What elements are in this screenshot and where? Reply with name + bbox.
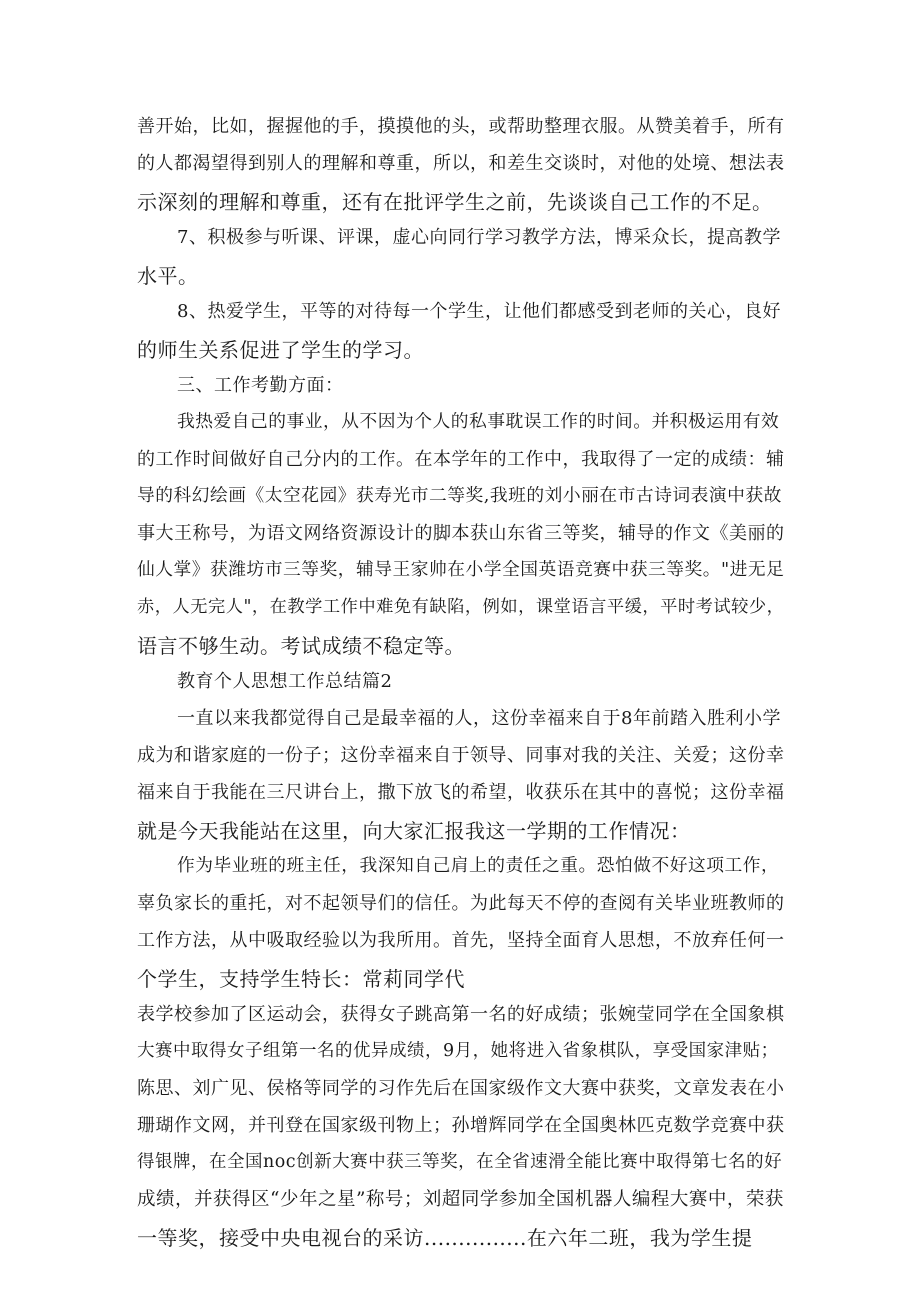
paragraph-line: 作为毕业班的班主任，我深知自己肩上的责任之重。恐怕做不好这项工作，	[177, 856, 780, 876]
paragraph-line: 辜负家长的重托，对不起领导们的信任。为此每天不停的查阅有关毕业班教师的	[137, 893, 785, 914]
paragraph-line: 得银牌，在全国noc创新大赛中获三等奖，在全省速滑全能比赛中取得第七名的好	[137, 1152, 783, 1172]
section-heading: 三、工作考勤方面：	[177, 375, 344, 396]
paragraph-line: 的人都渴望得到别人的理解和尊重，所以，和差生交谈时，对他的处境、想法表	[137, 153, 785, 174]
paragraph-line: 大赛中取得女子组第一名的优异成绩，9月，她将进入省象棋队，享受国家津贴；	[137, 1041, 779, 1061]
paragraph-line: 表学校参加了区运动会，获得女子跳高第一名的好成绩；张婉莹同学在全国象棋	[137, 1004, 785, 1025]
paragraph-line: 赤，人无完人"，在教学工作中难免有缺陷，例如，课堂语言平缓，平时考试较少，	[137, 597, 785, 617]
paragraph-line: 事大王称号，为语文网络资源设计的脚本获山东省三等奖，辅导的作文《美丽的	[137, 523, 785, 544]
paragraph-line: 个学生，支持学生特长：常莉同学代	[137, 967, 465, 991]
paragraph-line: 陈思、刘广见、侯格等同学的习作先后在国家级作文大赛中获奖，文章发表在小	[137, 1078, 785, 1099]
paragraph-line: 仙人掌》获潍坊市三等奖，辅导王家帅在小学全国英语竞赛中获三等奖。"进无足	[137, 560, 785, 580]
article-title: 教育个人思想工作总结篇2	[177, 671, 393, 692]
paragraph-line: 就是今天我能站在这里，向大家汇报我这一学期的工作情况：	[137, 819, 691, 843]
list-item-7-line: 水平。	[137, 264, 199, 288]
list-item-8-line: 8、热爱学生，平等的对待每一个学生，让他们都感受到老师的关心，良好	[177, 301, 781, 322]
list-item-8-line: 的师生关系促进了学生的学习。	[137, 338, 424, 362]
list-item-7-line: 7、积极参与听课、评课，虚心向同行学习教学方法，博采众长，提高教学	[177, 227, 781, 248]
paragraph-line: 的工作时间做好自己分内的工作。在本学年的工作中，我取得了一定的成绩：辅	[137, 449, 785, 470]
paragraph-line: 示深刻的理解和尊重，还有在批评学生之前，先谈谈自己工作的不足。	[137, 190, 773, 214]
paragraph-line: 福来自于我能在三尺讲台上，撒下放飞的希望，收获乐在其中的喜悦；这份幸福	[137, 782, 785, 803]
paragraph-line: 导的科幻绘画《太空花园》获寿光市二等奖,我班的刘小丽在市古诗词表演中获故	[137, 486, 782, 506]
paragraph-line: 珊瑚作文网，并刊登在国家级刊物上；孙增辉同学在全国奥林匹克数学竞赛中获	[137, 1115, 785, 1136]
paragraph-line: 我热爱自己的事业，从不因为个人的私事耽误工作的时间。并积极运用有效	[177, 412, 780, 432]
paragraph-line: 工作方法，从中吸取经验以为我所用。首先，坚持全面育人思想，不放弃任何一	[137, 930, 785, 951]
paragraph-line: 成为和谐家庭的一份子；这份幸福来自于领导、同事对我的关注、关爱；这份幸	[137, 745, 785, 766]
paragraph-line: 成绩，并获得区“少年之星”称号；刘超同学参加全国机器人编程大赛中，荣获	[137, 1189, 784, 1210]
paragraph-line: 善开始，比如，握握他的手，摸摸他的头，或帮助整理衣服。从赞美着手，所有	[137, 116, 785, 137]
paragraph-line: 语言不够生动。考试成绩不稳定等。	[137, 634, 465, 658]
paragraph-line: 一直以来我都觉得自己是最幸福的人，这份幸福来自于8年前踏入胜利小学	[177, 708, 781, 729]
paragraph-line: 一等奖，接受中央电视台的采访...............在六年二班，我为学生提	[137, 1226, 753, 1250]
